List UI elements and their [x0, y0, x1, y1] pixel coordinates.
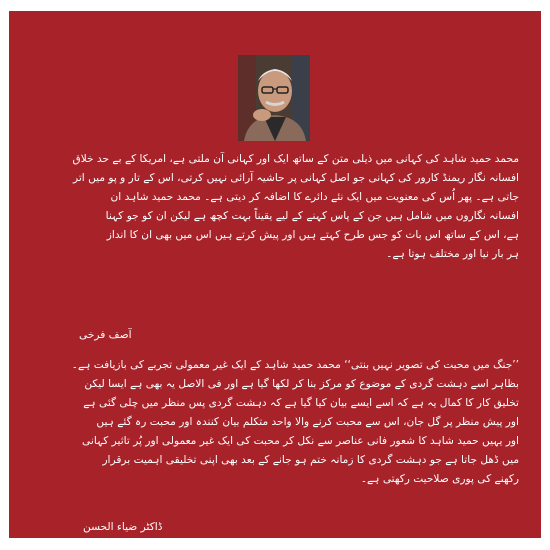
- critique-line: ’’جنگ میں محبت کی تصویر نہیں بنتی‘‘ محمد حمید شاہد کے ایک غیر معمولی تجربے کی بازیافت ہے۔: [71, 359, 519, 371]
- critique-line: بظاہر اسے دہشت گردی کے موضوع کو مرکز بنا کر لکھا گیا ہے اور فی الاصل یہ بھی ہے ایسا لیکن: [84, 378, 519, 390]
- intro-paragraph: [33, 150, 519, 264]
- critique-line: میں ڈھل جاتا ہے جو دہشت گردی کا زمانہ ختم ہو جانے کے بعد بھی اپنی تخلیقی اہمیت برقرار: [102, 454, 519, 466]
- critique-line: تخلیق کار کا کمال یہ ہے کہ اسے ایسے بیان کیا گیا ہے کہ دہشت گردی پس منظر میں چلی گئی ہے: [83, 397, 519, 409]
- intro-line: ہے، اس کے ساتھ اس بات کو جس طرح کہتے ہیں اور پیش کرتے ہیں اس میں بھی ان کا انداز: [106, 229, 519, 241]
- critique-paragraph: [33, 356, 519, 489]
- intro-signature: آصف فرخی: [79, 329, 132, 341]
- book-back-cover: [9, 11, 541, 538]
- critique-signature: ڈاکٹر ضیاء الحسن: [83, 521, 163, 533]
- critique-line: رکھنے کی پوری صلاحیت رکھتی ہے۔: [360, 473, 519, 485]
- author-portrait: [238, 55, 310, 141]
- critique-line: اور پیش منظر پر گل جان، اس سے محبت کرنے والا واحد متکلم بیان کنندہ اور محبت رہ گئے ہیں: [96, 416, 519, 428]
- intro-line: ہر بار نیا اور مختلف ہوتا ہے۔: [386, 248, 519, 260]
- intro-line: محمد حمید شاہد کی کہانی میں ذیلی متن کے ساتھ ایک اور کہانی آن ملتی ہے، امریکا کے بے حد خلاق: [72, 153, 519, 165]
- intro-line: جاتی ہے۔ پھر اُس کی معنویت میں ایک نئے دائرے کا اضافہ کر دیتی ہے۔ محمد حمید شاہد ان: [110, 191, 519, 203]
- portrait-icon: [238, 55, 310, 141]
- critique-line: اور یہیں حمید شاہد کا شعور فانی عناصر سے نکل کر محبت کی ایک غیر معمولی اور پُر تاثیر کہانی: [82, 435, 519, 447]
- intro-line: افسانہ نگار ریمنڈ کارور کی کہانی جو اصل کہانی پر حاشیہ آرائی نہیں کرتی، اس کے تار و پو میں اتر: [72, 172, 519, 184]
- intro-line: افسانہ نگاروں میں شامل ہیں جن کے پاس کہنے کے لیے یقیناً بہت کچھ ہے لیکن ان کو جو کہنا: [105, 210, 519, 222]
